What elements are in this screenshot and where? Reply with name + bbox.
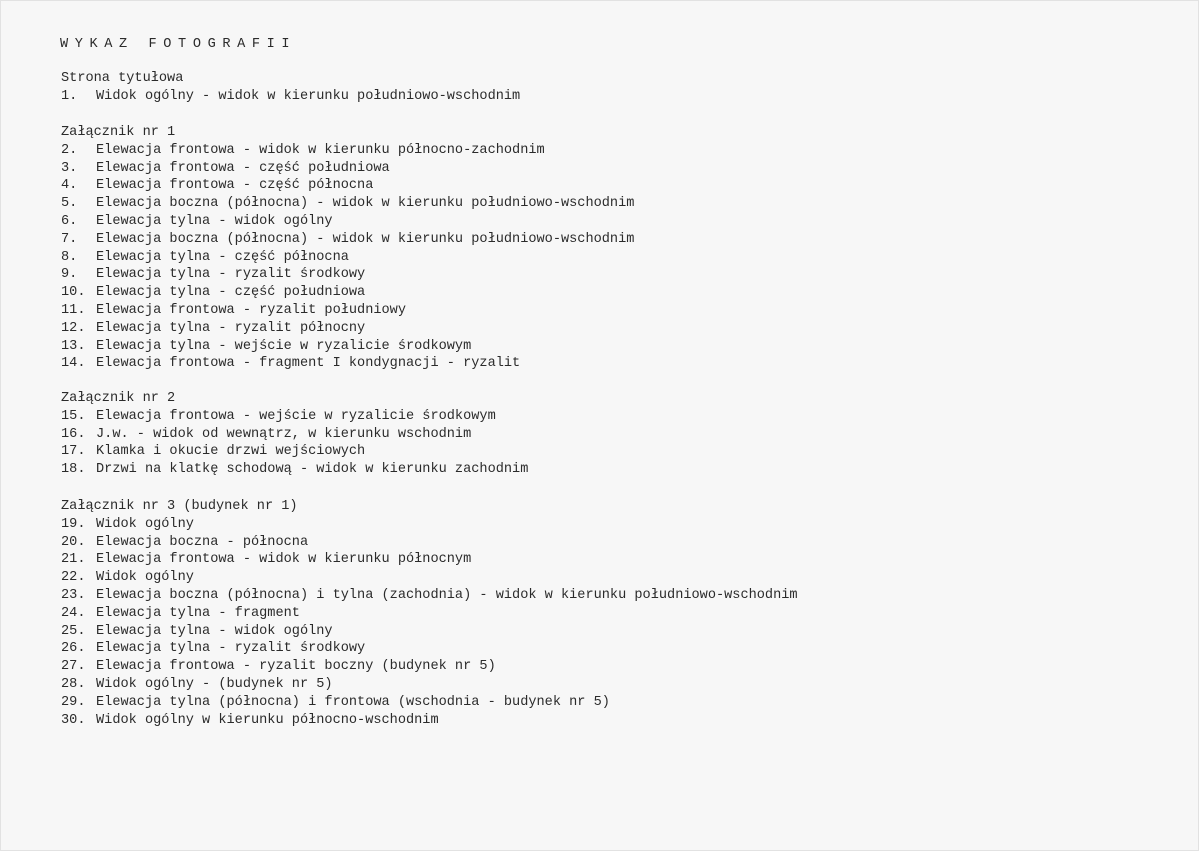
list-item bbox=[61, 605, 798, 623]
item-number: 16. bbox=[61, 426, 86, 442]
item-description: Elewacja tylna - widok ogólny bbox=[96, 213, 333, 229]
item-number: 3. bbox=[61, 160, 78, 176]
item-number: 15. bbox=[61, 408, 86, 424]
list-item bbox=[61, 443, 528, 461]
item-description: Elewacja tylna - widok ogólny bbox=[96, 623, 333, 639]
section-heading: Załącznik nr 2 bbox=[61, 391, 176, 406]
list-item bbox=[61, 712, 798, 730]
list-item bbox=[61, 461, 528, 479]
item-description: J.w. - widok od wewnątrz, w kierunku wschodnim bbox=[96, 426, 472, 442]
item-number: 17. bbox=[61, 444, 86, 460]
section bbox=[61, 70, 520, 106]
list-item bbox=[61, 426, 528, 444]
item-description: Widok ogólny - widok w kierunku południowo-wschodnim bbox=[96, 88, 521, 104]
item-description: Elewacja frontowa - część południowa bbox=[96, 160, 390, 176]
list-item bbox=[61, 142, 634, 160]
item-number: 4. bbox=[61, 178, 78, 194]
item-description: Elewacja boczna (północna) - widok w kierunku południowo-wschodnim bbox=[96, 196, 635, 212]
list-item bbox=[61, 160, 634, 178]
list-item bbox=[61, 284, 634, 302]
item-number: 25. bbox=[61, 623, 86, 639]
item-description: Elewacja frontowa - ryzalit południowy bbox=[96, 302, 406, 318]
document-title: WYKAZ FOTOGRAFII bbox=[60, 37, 297, 52]
item-description: Elewacja boczna (północna) i tylna (zachodnia) - widok w kierunku południowo-wschodnim bbox=[96, 587, 798, 603]
item-description: Klamka i okucie drzwi wejściowych bbox=[96, 444, 366, 460]
item-number: 7. bbox=[61, 231, 78, 247]
item-number: 1. bbox=[61, 88, 78, 104]
item-description: Widok ogólny - (budynek nr 5) bbox=[96, 676, 333, 692]
list-item bbox=[61, 355, 634, 373]
item-number: 8. bbox=[61, 249, 78, 265]
list-item bbox=[61, 195, 634, 213]
item-number: 27. bbox=[61, 659, 86, 675]
item-number: 23. bbox=[61, 587, 86, 603]
item-number: 29. bbox=[61, 694, 86, 710]
item-description: Widok ogólny bbox=[96, 570, 194, 586]
list-item bbox=[61, 249, 634, 267]
list-item bbox=[61, 320, 634, 338]
item-number: 2. bbox=[61, 142, 78, 158]
item-number: 24. bbox=[61, 605, 86, 621]
list-item bbox=[61, 338, 634, 356]
list-item bbox=[61, 177, 634, 195]
item-description: Elewacja tylna (północna) i frontowa (wschodnia - budynek nr 5) bbox=[96, 694, 610, 710]
item-description: Widok ogólny bbox=[96, 516, 194, 532]
item-number: 22. bbox=[61, 570, 86, 586]
item-number: 6. bbox=[61, 213, 78, 229]
item-description: Widok ogólny w kierunku północno-wschodnim bbox=[96, 712, 439, 728]
list-item bbox=[61, 408, 528, 426]
list-item bbox=[61, 302, 634, 320]
item-number: 28. bbox=[61, 676, 86, 692]
list-item bbox=[61, 569, 798, 587]
section bbox=[61, 498, 798, 729]
item-number: 11. bbox=[61, 302, 86, 318]
item-description: Elewacja tylna - wejście w ryzalicie środkowym bbox=[96, 338, 472, 354]
list-item bbox=[61, 676, 798, 694]
item-number: 14. bbox=[61, 356, 86, 372]
list-item bbox=[61, 694, 798, 712]
list-item bbox=[61, 516, 798, 534]
item-description: Elewacja tylna - ryzalit północny bbox=[96, 320, 366, 336]
list-item bbox=[61, 623, 798, 641]
section bbox=[61, 390, 528, 479]
item-description: Elewacja tylna - fragment bbox=[96, 605, 300, 621]
item-description: Elewacja frontowa - fragment I kondygnacji - ryzalit bbox=[96, 356, 521, 372]
item-description: Elewacja frontowa - widok w kierunku północno-zachodnim bbox=[96, 142, 545, 158]
list-item bbox=[61, 640, 798, 658]
item-number: 26. bbox=[61, 641, 86, 657]
item-number: 21. bbox=[61, 552, 86, 568]
item-description: Elewacja frontowa - ryzalit boczny (budynek nr 5) bbox=[96, 659, 496, 675]
list-item bbox=[61, 213, 634, 231]
item-description: Elewacja tylna - część północna bbox=[96, 249, 349, 265]
list-item bbox=[61, 231, 634, 249]
item-number: 12. bbox=[61, 320, 86, 336]
item-number: 9. bbox=[61, 267, 78, 283]
item-description: Elewacja frontowa - część północna bbox=[96, 178, 374, 194]
item-number: 20. bbox=[61, 534, 86, 550]
item-description: Elewacja frontowa - wejście w ryzalicie środkowym bbox=[96, 408, 496, 424]
list-item bbox=[61, 534, 798, 552]
item-number: 5. bbox=[61, 196, 78, 212]
item-number: 18. bbox=[61, 462, 86, 478]
list-item bbox=[61, 266, 634, 284]
section-heading: Załącznik nr 1 bbox=[61, 125, 176, 140]
list-item bbox=[61, 587, 798, 605]
list-item bbox=[61, 658, 798, 676]
item-description: Elewacja boczna - północna bbox=[96, 534, 309, 550]
list-item bbox=[61, 88, 520, 106]
list-item bbox=[61, 551, 798, 569]
item-number: 13. bbox=[61, 338, 86, 354]
item-number: 30. bbox=[61, 712, 86, 728]
item-description: Drzwi na klatkę schodową - widok w kierunku zachodnim bbox=[96, 462, 529, 478]
section-heading: Strona tytułowa bbox=[61, 71, 184, 86]
section bbox=[61, 124, 634, 373]
item-number: 19. bbox=[61, 516, 86, 532]
item-description: Elewacja frontowa - widok w kierunku północnym bbox=[96, 552, 472, 568]
item-description: Elewacja tylna - część południowa bbox=[96, 285, 366, 301]
section-heading: Załącznik nr 3 (budynek nr 1) bbox=[61, 499, 298, 514]
item-number: 10. bbox=[61, 285, 86, 301]
item-description: Elewacja boczna (północna) - widok w kierunku południowo-wschodnim bbox=[96, 231, 635, 247]
item-description: Elewacja tylna - ryzalit środkowy bbox=[96, 267, 366, 283]
item-description: Elewacja tylna - ryzalit środkowy bbox=[96, 641, 366, 657]
